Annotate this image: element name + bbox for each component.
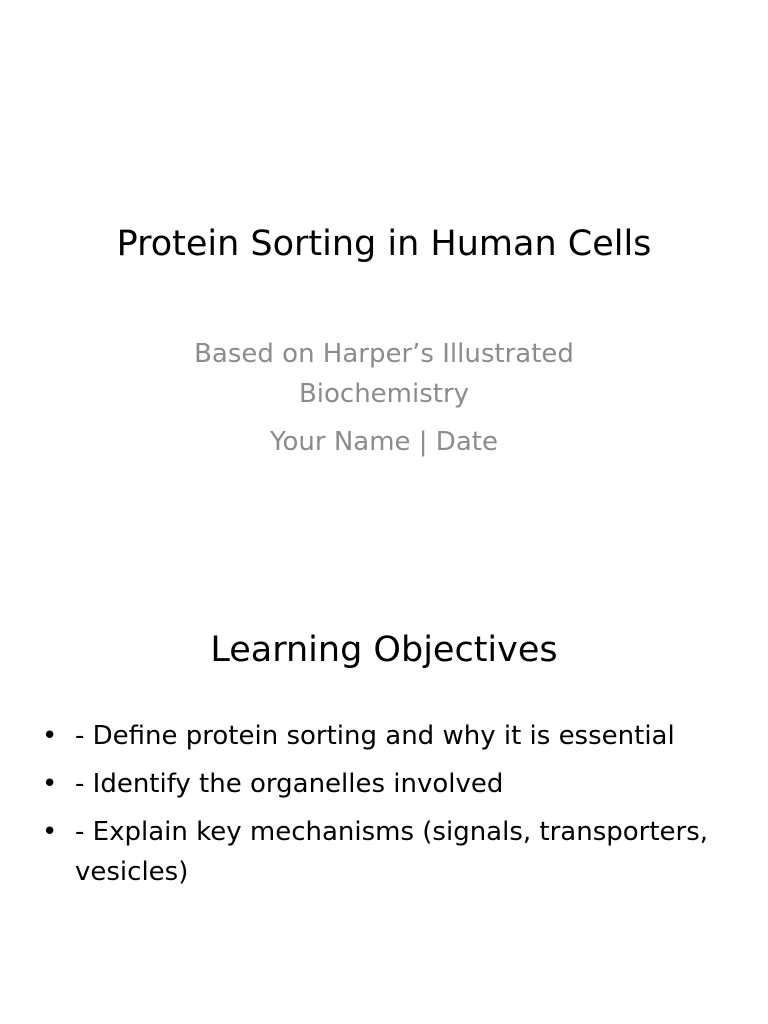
slide-title: Protein Sorting in Human Cells	[116, 224, 652, 264]
objectives-slide	[0, 512, 768, 1024]
list-item-text: - Define protein sorting and why it is essential	[75, 721, 675, 751]
slide-subtitle	[150, 334, 618, 462]
list-item	[40, 764, 730, 804]
bullet-icon: •	[42, 769, 58, 799]
bullet-list	[40, 716, 730, 900]
list-item	[40, 812, 730, 892]
subtitle-source: Based on Harper’s Illustrated Biochemistry	[194, 339, 574, 409]
bullet-icon: •	[42, 817, 58, 847]
list-item	[40, 716, 730, 756]
bullet-icon: •	[42, 721, 58, 751]
subtitle-author-date: Your Name | Date	[270, 427, 498, 457]
slide-title: Learning Objectives	[210, 630, 558, 670]
list-item-text: - Explain key mechanisms (signals, transporters, vesicles)	[75, 817, 709, 887]
list-item-text: - Identify the organelles involved	[75, 769, 504, 799]
